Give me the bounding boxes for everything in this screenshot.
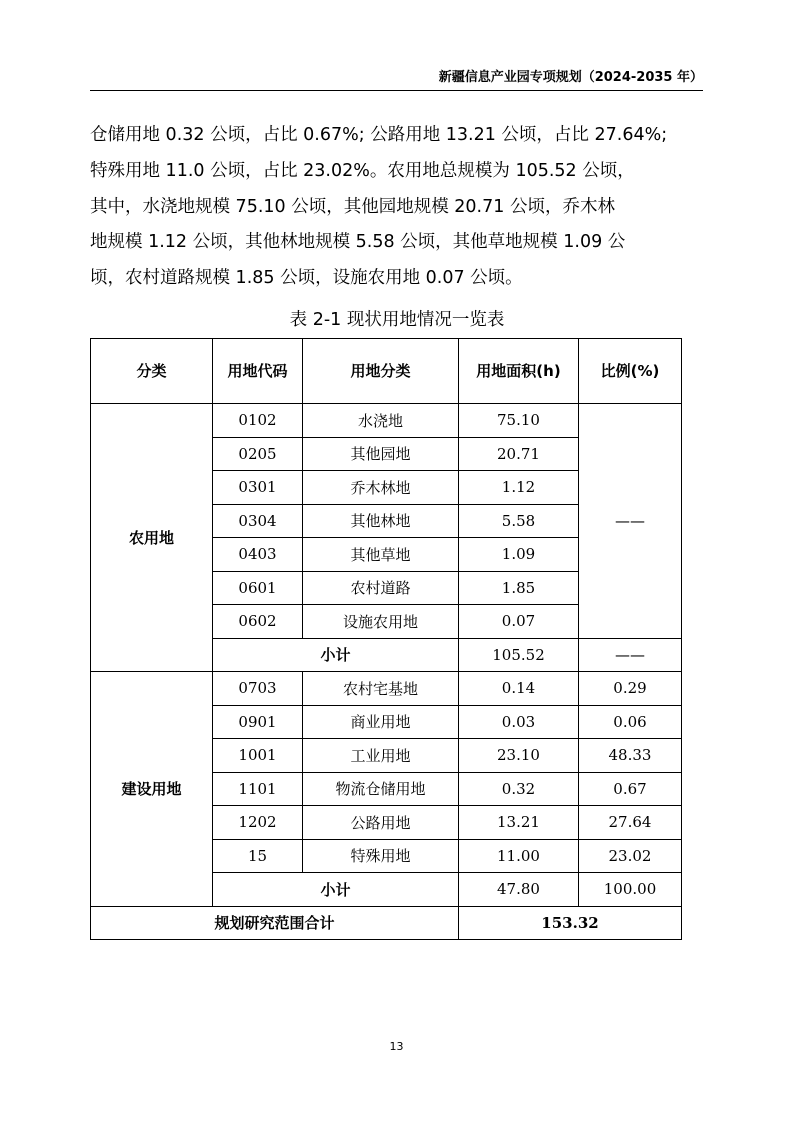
cell-type: 特殊用地 — [303, 839, 459, 873]
cell-area: 75.10 — [459, 404, 579, 438]
cell-area: 0.07 — [459, 605, 579, 639]
subtotal-area: 105.52 — [459, 638, 579, 672]
table-row — [91, 672, 682, 706]
cell-type: 其他草地 — [303, 538, 459, 572]
cell-type: 商业用地 — [303, 705, 459, 739]
table-header-row — [91, 339, 682, 404]
table-caption: 表 2-1 现状用地情况一览表 — [289, 310, 505, 330]
category-construction: 建设用地 — [91, 672, 213, 907]
cell-ratio: 27.64 — [579, 806, 682, 840]
cell-type: 水浇地 — [303, 404, 459, 438]
cell-area: 1.12 — [459, 471, 579, 505]
cell-ratio: 0.29 — [579, 672, 682, 706]
cell-code: 0205 — [213, 437, 303, 471]
cell-type: 工业用地 — [303, 739, 459, 773]
subtotal-label: 小计 — [213, 873, 459, 907]
cell-code: 0703 — [213, 672, 303, 706]
cell-type: 其他园地 — [303, 437, 459, 471]
cell-code: 1001 — [213, 739, 303, 773]
cell-type: 公路用地 — [303, 806, 459, 840]
cell-type: 农村道路 — [303, 571, 459, 605]
land-use-table — [90, 338, 682, 940]
cell-area: 13.21 — [459, 806, 579, 840]
body-paragraph: 仓储用地 0.32 公顷，占比 0.67%; 公路用地 13.21 公顷，占比 27.64%; 特殊用地 11.0 公顷，占比 23.02%。农用地总规模为 105.52 公顷， 其中，水浇地规模 75.10 公顷，其他园地规模 20.71 公顷，乔木林 地规模 1.12 公顷，其他林地规模 5.58 公顷，其他草地规模 1.09 公 顷，农村道路规模 1.85 公顷，设施农用地 0.07 公顷。 — [90, 125, 668, 289]
category-agricultural: 农用地 — [91, 404, 213, 672]
table-row — [91, 404, 682, 438]
cell-code: 0102 — [213, 404, 303, 438]
page-number: 13 — [389, 1040, 404, 1053]
total-area: 153.32 — [459, 906, 682, 940]
cell-code: 0901 — [213, 705, 303, 739]
cell-code: 1101 — [213, 772, 303, 806]
cell-ratio: 0.67 — [579, 772, 682, 806]
cell-code: 15 — [213, 839, 303, 873]
cell-area: 0.32 — [459, 772, 579, 806]
subtotal-label: 小计 — [213, 638, 459, 672]
cell-code: 0602 — [213, 605, 303, 639]
cell-ratio: 23.02 — [579, 839, 682, 873]
cell-code: 1202 — [213, 806, 303, 840]
header-code: 用地代码 — [213, 339, 303, 404]
cell-type: 乔木林地 — [303, 471, 459, 505]
cell-type: 其他林地 — [303, 504, 459, 538]
cell-area: 11.00 — [459, 839, 579, 873]
cell-area: 20.71 — [459, 437, 579, 471]
cell-type: 物流仓储用地 — [303, 772, 459, 806]
total-label: 规划研究范围合计 — [91, 906, 459, 940]
cell-area: 23.10 — [459, 739, 579, 773]
cell-area: 0.03 — [459, 705, 579, 739]
cell-area: 5.58 — [459, 504, 579, 538]
cell-code: 0304 — [213, 504, 303, 538]
header-category: 分类 — [91, 339, 213, 404]
header-area: 用地面积(h) — [459, 339, 579, 404]
cell-area: 1.09 — [459, 538, 579, 572]
cell-type: 设施农用地 — [303, 605, 459, 639]
cell-code: 0601 — [213, 571, 303, 605]
subtotal-area: 47.80 — [459, 873, 579, 907]
cell-code: 0403 — [213, 538, 303, 572]
cell-area: 1.85 — [459, 571, 579, 605]
cell-ratio: 0.06 — [579, 705, 682, 739]
header-ratio: 比例(%) — [579, 339, 682, 404]
cell-code: 0301 — [213, 471, 303, 505]
subtotal-ratio: —— — [579, 638, 682, 672]
header-type: 用地分类 — [303, 339, 459, 404]
page-header: 新疆信息产业园专项规划（2024-2035 年） — [90, 66, 703, 91]
cell-ratio: 48.33 — [579, 739, 682, 773]
cell-ratio-agricultural: —— — [579, 404, 682, 639]
subtotal-ratio: 100.00 — [579, 873, 682, 907]
cell-area: 0.14 — [459, 672, 579, 706]
cell-type: 农村宅基地 — [303, 672, 459, 706]
total-row — [91, 906, 682, 940]
